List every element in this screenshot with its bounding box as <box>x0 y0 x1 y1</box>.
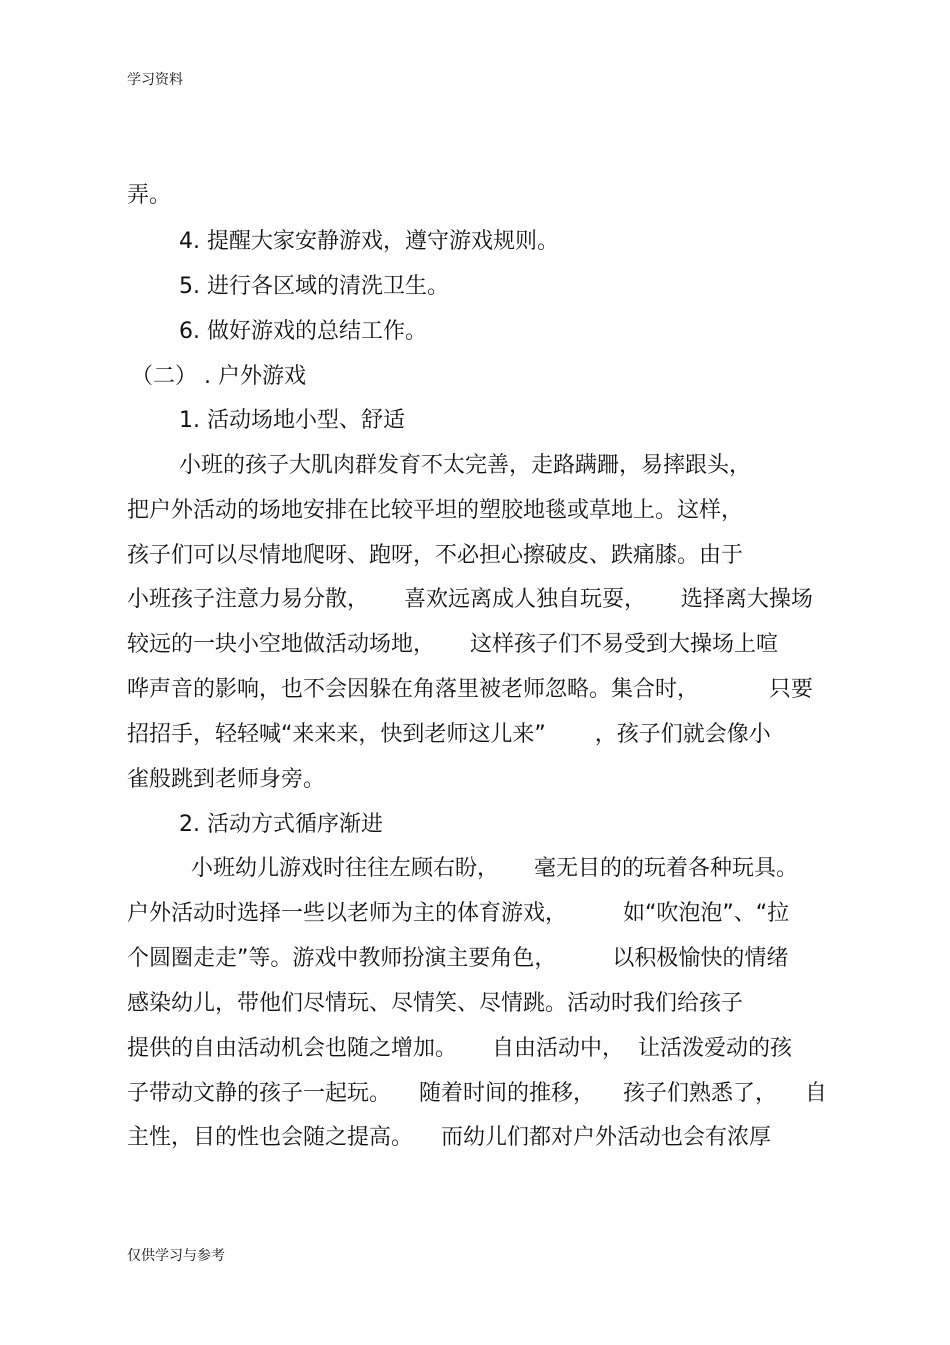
text-line: 雀般跳到老师身旁。 <box>127 767 326 792</box>
text-line: 感染幼儿，带他们尽情玩、尽情笑、尽情跳。活动时我们给孩子 <box>127 991 744 1016</box>
text-line: 子带动文静的孩子一起玩。 随着时间的推移， 孩子们熟悉了， 自 <box>127 1081 827 1106</box>
text-line: 弄。 <box>127 183 172 208</box>
page-header: 学习资料 <box>127 72 183 88</box>
text-line: 把户外活动的场地安排在比较平坦的塑胶地毯或草地上。这样， <box>127 498 744 523</box>
text-line: 孩子们可以尽情地爬呀、跑呀，不必担心擦破皮、跌痛膝。由于 <box>127 543 744 568</box>
subsection-heading: 1. 活动场地小型、舒适 <box>179 408 405 433</box>
list-item: 4. 提醒大家安静游戏，遵守游戏规则。 <box>179 229 559 254</box>
page-footer: 仅供学习与参考 <box>127 1248 225 1264</box>
section-heading: （二） . 户外游戏 <box>131 364 306 389</box>
text-line: 提供的自由活动机会也随之增加。 自由活动中， 让活泼爱动的孩 <box>127 1036 792 1061</box>
text-line: 主性，目的性也会随之提高。 而幼儿们都对户外活动也会有浓厚 <box>127 1125 771 1150</box>
list-item: 6. 做好游戏的总结工作。 <box>179 319 427 344</box>
text-line: 较远的一块小空地做活动场地， 这样孩子们不易受到大操场上喧 <box>127 632 778 657</box>
subsection-heading: 2. 活动方式循序渐进 <box>179 812 383 837</box>
list-item: 5. 进行各区域的清洗卫生。 <box>179 274 449 299</box>
text-line: 招招手，轻轻喊“来来来，快到老师这儿来” ，孩子们就会像小 <box>127 722 771 747</box>
text-line: 小班幼儿游戏时往往左顾右盼， 毫无目的的玩着各种玩具。 <box>191 856 798 881</box>
text-line: 小班孩子注意力易分散， 喜欢远离成人独自玩耍， 选择离大操场 <box>127 587 813 612</box>
text-line: 哗声音的影响，也不会因躲在角落里被老师忽略。集合时， 只要 <box>127 677 813 702</box>
text-line: 小班的孩子大肌肉群发育不太完善，走路蹒跚，易摔跟头， <box>179 453 752 478</box>
text-line: 户外活动时选择一些以老师为主的体育游戏， 如“吹泡泡”、“拉 <box>127 901 790 926</box>
text-line: 个圆圈走走”等。游戏中教师扮演主要角色， 以积极愉快的情绪 <box>127 946 789 971</box>
